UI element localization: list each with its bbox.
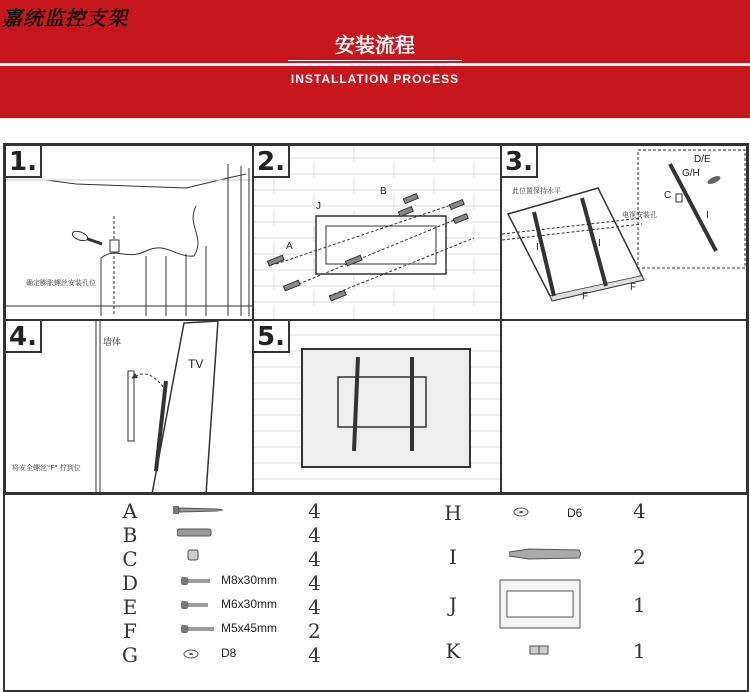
safety-screw-note: 将安全螺丝"F" 拧到位 [12,464,81,472]
part-d-spec: M8x30mm [221,573,278,587]
part-label-f-right: F [630,282,637,293]
step-1-number: 1. [6,146,42,178]
part-d-qty: 4 [308,571,321,595]
tv-hole-note: 电视安装孔 [622,211,657,219]
part-j-qty: 1 [633,593,646,617]
bolt-icon [181,600,213,610]
part-c-qty: 4 [308,547,321,571]
bolt-icon [181,576,213,586]
part-label-gh: G/H [682,168,700,179]
wall-plate-icon [499,579,581,629]
step-1-panel [5,145,253,320]
part-k-letter: K [445,639,461,663]
title-underline [288,60,462,61]
part-h-qty: 4 [633,499,646,523]
empty-panel [501,320,747,493]
part-label-j: J [316,201,321,212]
part-i-letter: I [449,545,457,569]
step-4-panel [5,320,253,493]
step-2-panel [253,145,501,320]
page-subtitle: INSTALLATION PROCESS [290,72,460,86]
part-g-qty: 4 [308,643,321,667]
part-g-spec: D8 [221,646,237,660]
screw-icon [173,502,223,518]
part-f-letter: F [123,619,137,643]
wall-note: 墙体 [103,338,122,348]
part-label-f-left: F [582,291,589,302]
step-3-number: 3. [502,146,538,178]
part-label-de: D/E [694,154,711,165]
steps-grid [3,143,749,495]
part-j-letter: J [448,593,458,617]
part-label-i-inset: I [706,210,709,221]
washer-icon [183,648,199,660]
wall-drilling-illustration [6,146,253,320]
mounted-tv-illustration [254,321,501,493]
part-h-letter: H [444,501,462,525]
brick-wall-bracket-illustration [254,146,501,320]
part-label-c: C [664,190,672,201]
part-h-spec: D6 [567,506,583,520]
part-f-spec: M5x45mm [221,621,278,635]
brand-logo: 嘉统监控支架 [2,6,128,30]
part-d-letter: D [121,571,139,595]
part-b-qty: 4 [308,523,321,547]
part-label-b: B [380,186,387,197]
tv-label: TV [188,357,204,371]
part-label-i-left: I [536,242,539,253]
part-e-spec: M6x30mm [221,597,278,611]
part-f-qty: 2 [308,619,321,643]
part-a-letter: A [122,499,138,523]
step-5-number: 5. [254,321,290,353]
page-title: 安装流程 [335,33,415,57]
tv-back-rails-illustration [502,146,747,320]
rail-icon [509,547,581,561]
part-e-letter: E [122,595,138,619]
part-e-qty: 4 [308,595,321,619]
spacer-icon [187,549,201,563]
level-icon [529,644,549,656]
step-3-panel [501,145,747,320]
parts-list [3,495,749,692]
part-b-letter: B [122,523,138,547]
part-i-qty: 2 [633,545,646,569]
part-label-a: A [286,241,293,252]
step-5-panel [253,320,501,493]
part-k-qty: 1 [633,639,646,663]
step-4-number: 4. [6,321,42,353]
bolt-icon [181,624,217,634]
level-note: 此位置保持水平 [512,187,561,195]
part-c-letter: C [122,547,138,571]
washer-icon [513,506,529,518]
part-label-i-right: I [598,238,601,249]
part-a-qty: 4 [308,499,321,523]
step-1-note: 确定膨胀螺丝安装孔位 [26,279,96,287]
part-g-letter: G [122,643,138,667]
anchor-icon [177,527,213,539]
step-2-number: 2. [254,146,290,178]
